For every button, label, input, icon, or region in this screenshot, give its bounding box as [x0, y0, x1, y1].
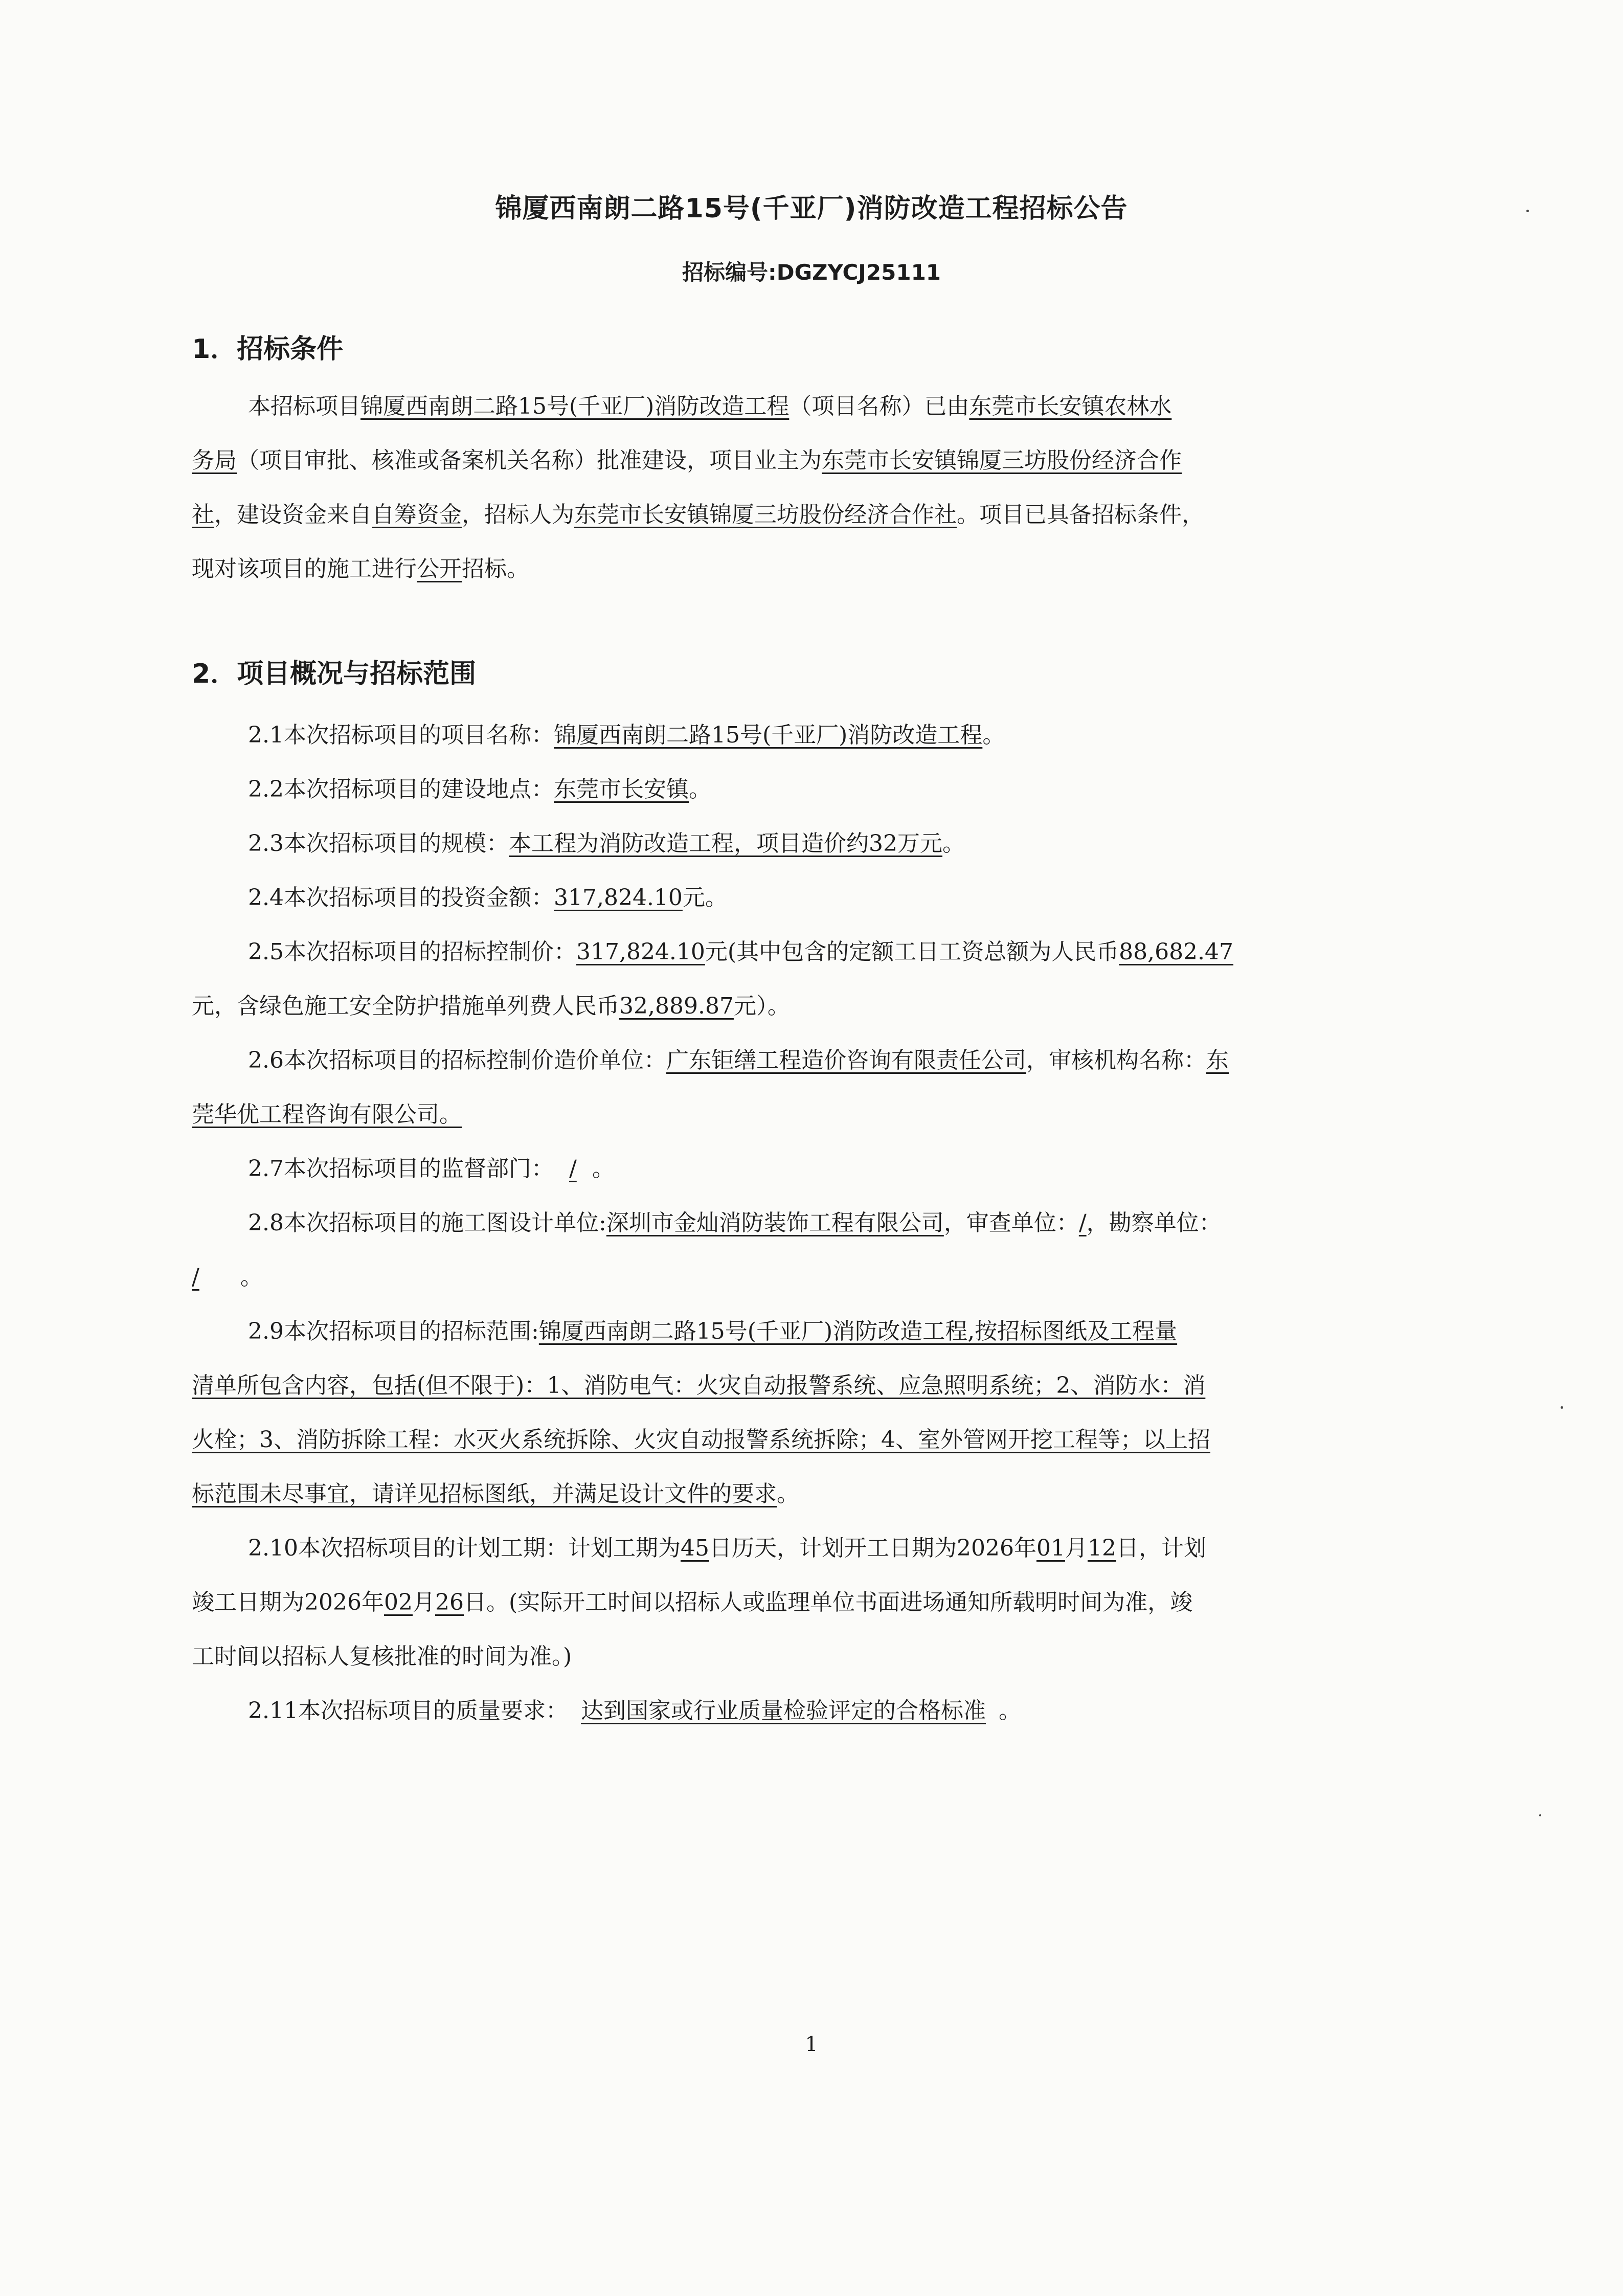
item-2-9: 2.9本次招标项目的招标范围:锦厦西南朗二路15号(千亚厂)消防改造工程,按招标图纸及工程量	[248, 1318, 1178, 1344]
item-2-10-cont-1: 竣工日期为2026年02月26日。(实际开工时间以招标人或监理单位书面进场通知所载明时间为准，竣	[192, 1589, 1193, 1615]
item-2-11: 2.11本次招标项目的质量要求： 达到国家或行业质量检验评定的合格标准 。	[248, 1698, 1021, 1724]
item-2-10: 2.10本次招标项目的计划工期：计划工期为45日历天，计划开工日期为2026年01月12日，计划	[248, 1535, 1206, 1561]
section-2-body	[192, 708, 1429, 1738]
item-2-6: 2.6本次招标项目的招标控制价造价单位：广东钜缮工程造价咨询有限责任公司，审核机构名称：东	[248, 1047, 1229, 1073]
section-1-line-2: 务局（项目审批、核准或备案机关名称）批准建设，项目业主为东莞市长安镇锦厦三坊股份经济合作	[192, 447, 1182, 474]
item-2-8-cont: / 。	[192, 1264, 263, 1290]
item-2-5-cont: 元，含绿色施工安全防护措施单列费人民币32,889.87元）。	[192, 993, 790, 1019]
item-2-6-cont: 莞华优工程咨询有限公司。	[192, 1101, 462, 1128]
item-2-5: 2.5本次招标项目的招标控制价：317,824.10元(其中包含的定额工日工资总额为人民币88,682.47	[248, 939, 1234, 965]
item-2-9-cont-3: 标范围未尽事宜，请详见招标图纸，并满足设计文件的要求。	[192, 1481, 799, 1507]
section-1-heading: 1．招标条件	[192, 334, 344, 365]
item-2-4: 2.4本次招标项目的投资金额：317,824.10元。	[248, 885, 728, 911]
document-title: 锦厦西南朗二路15号(千亚厂)消防改造工程招标公告	[495, 193, 1128, 224]
item-2-7: 2.7本次招标项目的监督部门： / 。	[248, 1156, 615, 1182]
item-2-9-cont-1: 清单所包含内容，包括(但不限于)：1、消防电气：火灾自动报警系统、应急照明系统；2、消防水：消	[192, 1372, 1206, 1399]
page-number: 1	[805, 2033, 818, 2056]
item-2-8: 2.8本次招标项目的施工图设计单位:深圳市金灿消防装饰工程有限公司，审查单位：/，勘察单位：	[248, 1210, 1222, 1236]
item-2-10-cont-2: 工时间以招标人复核批准的时间为准。)	[192, 1644, 572, 1670]
item-2-9-cont-2: 火栓；3、消防拆除工程：水灭火系统拆除、火灾自动报警系统拆除；4、室外管网开挖工程等；以上招	[192, 1427, 1210, 1453]
tender-code: 招标编号:DGZYCJ25111	[682, 260, 941, 285]
section-2-heading: 2．项目概况与招标范围	[192, 659, 477, 689]
item-2-1: 2.1本次招标项目的项目名称：锦厦西南朗二路15号(千亚厂)消防改造工程。	[248, 722, 1005, 748]
scan-speck	[1561, 1406, 1563, 1409]
scan-speck	[1526, 210, 1529, 212]
item-2-3: 2.3本次招标项目的规模：本工程为消防改造工程，项目造价约32万元。	[248, 830, 965, 857]
section-1-body	[192, 379, 1429, 596]
section-1-line-4: 现对该项目的施工进行公开招标。	[192, 556, 529, 582]
scan-speck	[1539, 1814, 1541, 1816]
item-2-2: 2.2本次招标项目的建设地点：东莞市长安镇。	[248, 776, 711, 802]
section-1-line-3: 社，建设资金来自自筹资金，招标人为东莞市长安镇锦厦三坊股份经济合作社。项目已具备招标条件，	[192, 502, 1204, 528]
section-1-line-1: 本招标项目锦厦西南朗二路15号(千亚厂)消防改造工程（项目名称）已由东莞市长安镇农林水	[248, 393, 1172, 419]
